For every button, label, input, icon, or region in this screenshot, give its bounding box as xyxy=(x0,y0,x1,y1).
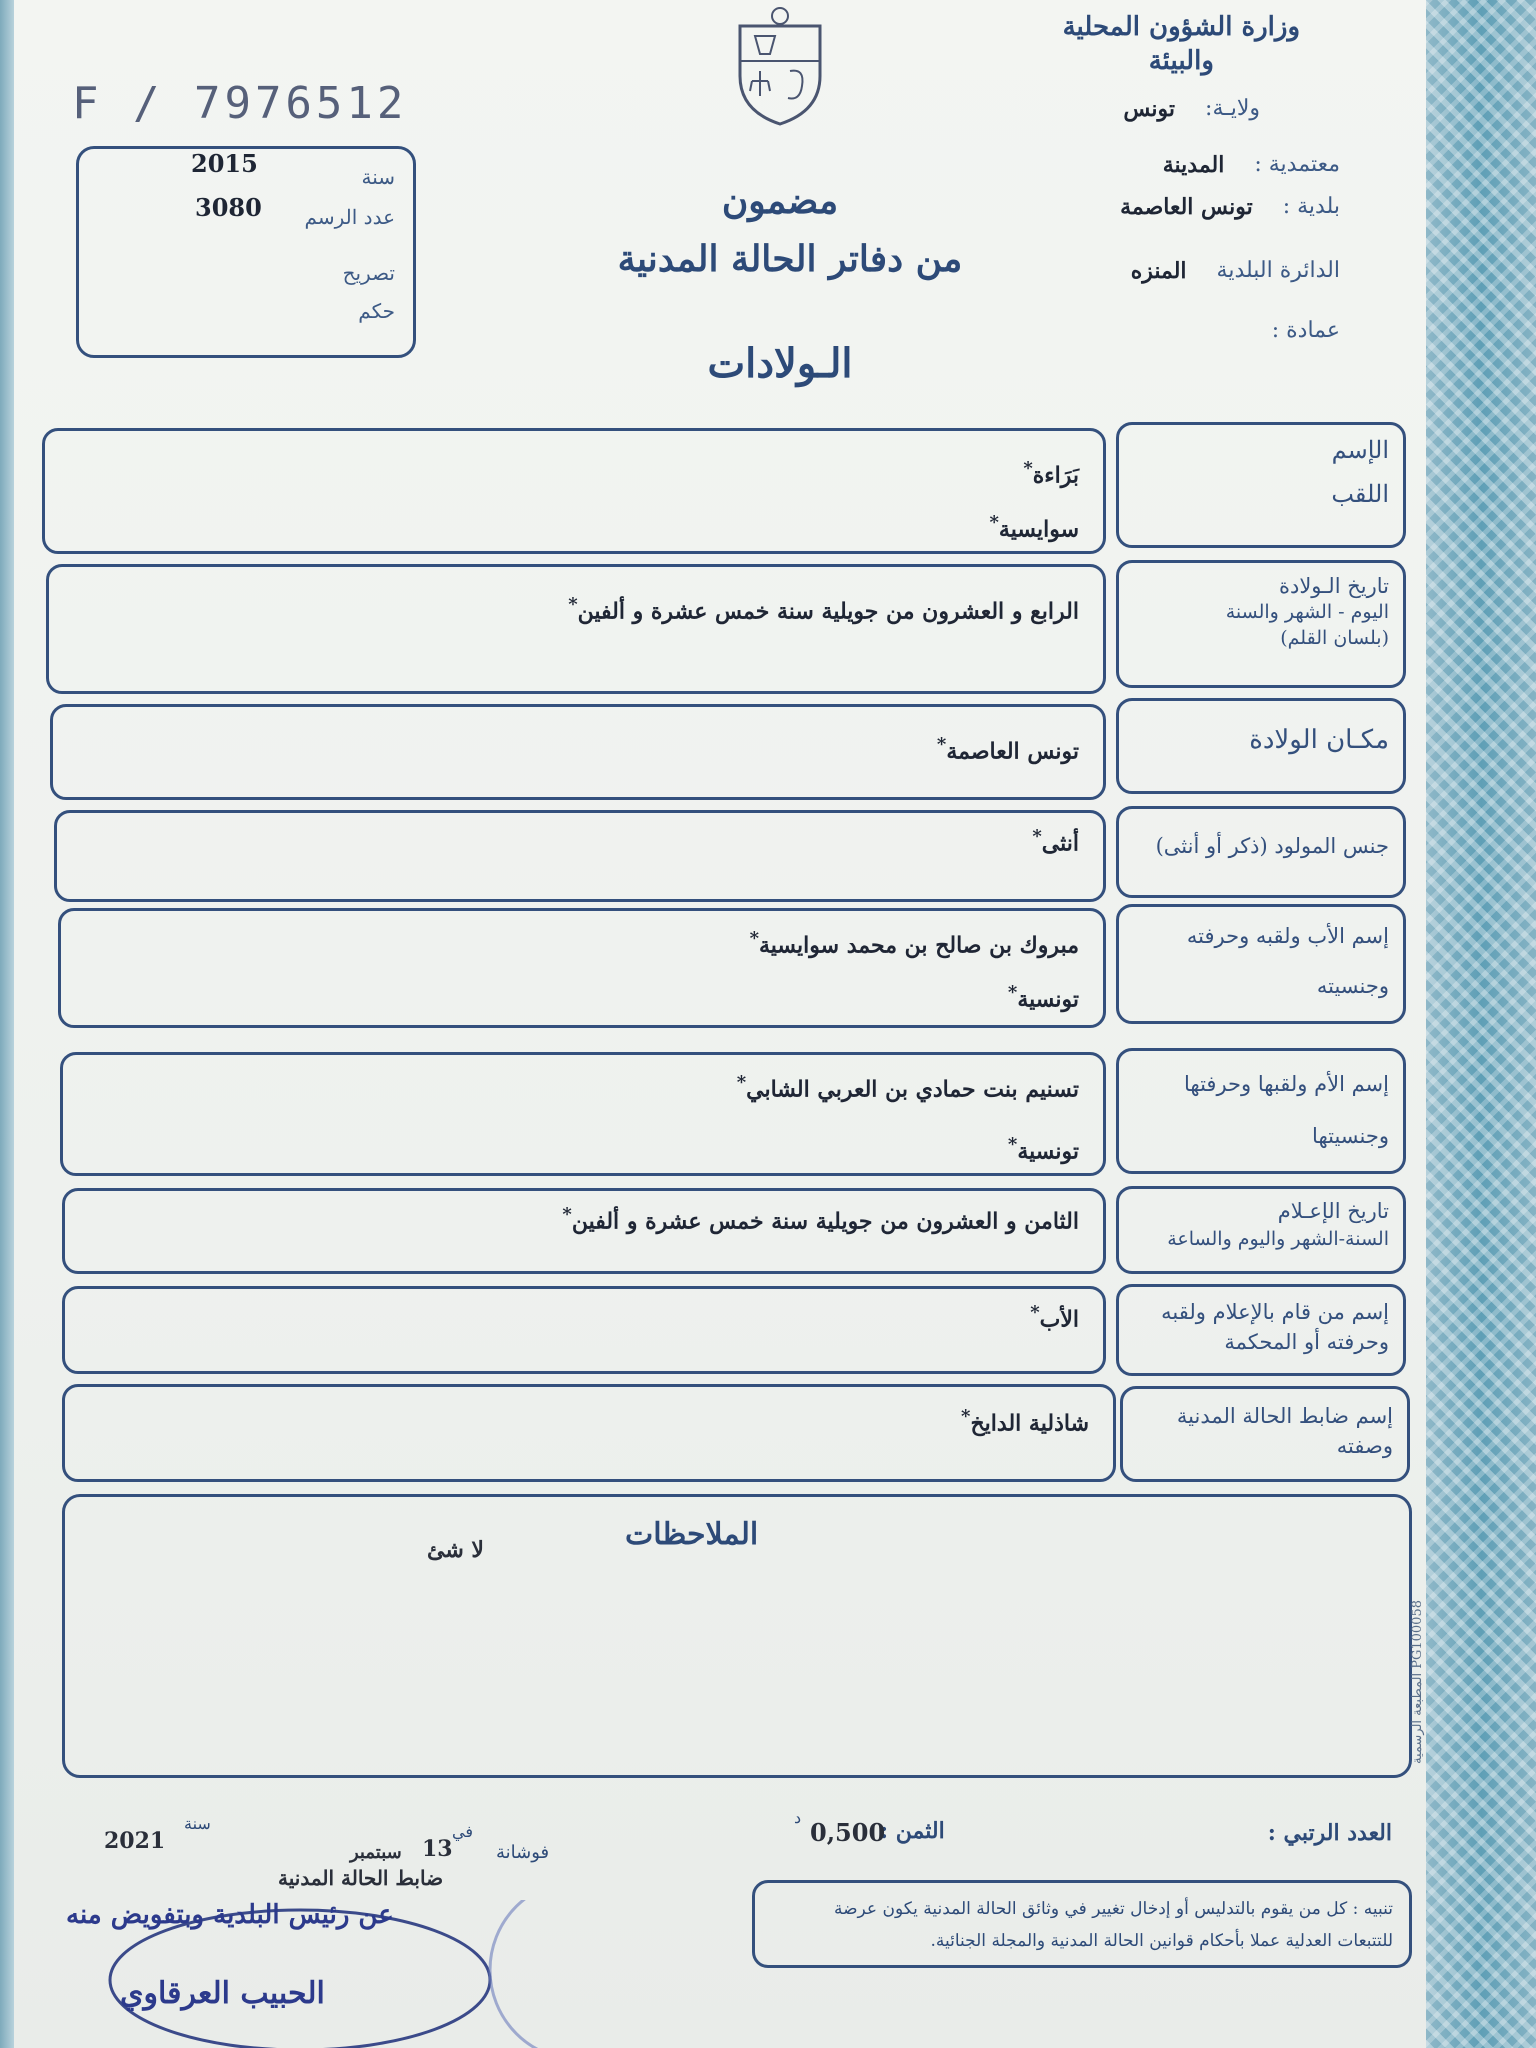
father-label: إسم الأب ولقبه وحرفته xyxy=(1186,924,1389,948)
governorate-value: تونس xyxy=(1123,96,1176,122)
declarant-sublabel: وحرفته أو المحكمة xyxy=(1224,1330,1389,1354)
first-name-label: الإسم xyxy=(1331,436,1389,464)
district-value: المنزه xyxy=(1130,258,1187,284)
birth-place-label-cell xyxy=(1116,698,1406,794)
birth-place-value: تونس العاصمة xyxy=(946,738,1079,765)
declarant-value: الأب xyxy=(1039,1306,1079,1333)
mother-value-cell: تسنيم بنت حمادي بن العربي الشابي* تونسية* xyxy=(60,1052,1106,1176)
issue-day: 13 xyxy=(422,1836,453,1862)
serial-number: F / 7976512 xyxy=(72,78,408,129)
father-value-cell: مبروك بن صالح بن محمد سوايسية* تونسية* xyxy=(58,908,1106,1028)
price-unit: د xyxy=(794,1808,802,1827)
birth-date-label-cell xyxy=(1116,560,1406,688)
ministry-heading xyxy=(1063,10,1300,78)
imada-label: عمادة : xyxy=(1271,318,1340,343)
declarant-label-cell xyxy=(1116,1284,1406,1376)
district-label: الدائرة البلدية xyxy=(1216,258,1340,283)
municipality-value: تونس العاصمة xyxy=(1120,194,1253,220)
declaration-date-value: الثامن و العشرون من جويلية سنة خمس عشرة و ألفين xyxy=(571,1208,1079,1235)
sex-label: جنس المولود (ذكر أو أنثى) xyxy=(1155,834,1389,858)
decorative-border-left xyxy=(0,0,14,2048)
officer-value: شاذلية الدايخ xyxy=(970,1410,1089,1437)
declaration-date-label: تاريخ الإعـلام xyxy=(1277,1199,1389,1223)
issue-year: 2021 xyxy=(104,1828,166,1854)
name-value-cell: بَرَاءة* سوايسية* xyxy=(42,428,1106,554)
birth-date-in-words-label: (بلسان القلم) xyxy=(1280,627,1389,649)
title-births: الـولادات xyxy=(707,340,853,387)
notes-title: الملاحظات xyxy=(625,1517,759,1552)
sex-value-cell: أنثى* xyxy=(54,810,1106,902)
sex-label-cell xyxy=(1116,806,1406,898)
delegation-line xyxy=(1163,152,1340,178)
governorate-line xyxy=(1123,96,1260,122)
stamp-text-delegation: عن رئيس البلدية وبتفويض منه xyxy=(66,1900,394,1930)
declaration-date-value-cell: الثامن و العشرون من جويلية سنة خمس عشرة و ألفين* xyxy=(62,1188,1106,1274)
declarant-value-cell: الأب* xyxy=(62,1286,1106,1374)
warning-line2: للتتبعات العدلية عملا بأحكام قوانين الحالة المدنية والمجلة الجنائية. xyxy=(930,1931,1393,1951)
mother-nationality-value: تونسية xyxy=(1017,1138,1079,1165)
register-number-label: عدد الرسم xyxy=(304,205,395,229)
delegation-label: معتمدية : xyxy=(1254,152,1340,177)
officer-label: إسم ضابط الحالة المدنية xyxy=(1176,1404,1393,1428)
father-nationality-value: تونسية xyxy=(1017,986,1079,1013)
sex-value: أنثى xyxy=(1041,830,1079,857)
warning-box xyxy=(752,1880,1412,1968)
issue-year-label: سنة xyxy=(184,1814,211,1833)
imada-line xyxy=(1272,318,1340,343)
father-label-cell xyxy=(1116,904,1406,1024)
officer-label-cell xyxy=(1120,1386,1410,1482)
price-label: الثمن : xyxy=(880,1818,945,1844)
mother-label: إسم الأم ولقبها وحرفتها xyxy=(1184,1072,1389,1096)
tunisia-coat-of-arms-icon xyxy=(730,6,830,126)
delegation-value: المدينة xyxy=(1162,152,1225,178)
register-box xyxy=(76,146,416,358)
warning-line1: تنبيه : كل من يقوم بالتدليس أو إدخال تغيير في وثائق الحالة المدنية يكون عرضة xyxy=(834,1899,1393,1919)
title-civil-registry: من دفاتر الحالة المدنية xyxy=(617,238,963,280)
ordinal-number-label: العدد الرتبي : xyxy=(1267,1820,1392,1846)
printer-mark: المطبعة الرسمية PG100058 xyxy=(1410,1600,1425,1764)
officer-value-cell: شاذلية الدايخ* xyxy=(62,1384,1116,1482)
notes-value: لا شئ xyxy=(427,1537,484,1563)
mother-label-cell xyxy=(1116,1048,1406,1174)
birth-date-sublabel: اليوم - الشهر والسنة xyxy=(1225,601,1389,623)
mother-nationality-label: وجنسيتها xyxy=(1312,1124,1389,1148)
birth-place-value-cell: تونس العاصمة* xyxy=(50,704,1106,800)
place-of-issue: فوشانة xyxy=(496,1842,550,1863)
stamp-text-name: الحبيب العرقاوي xyxy=(120,1976,325,2011)
birth-place-label: مكـان الولادة xyxy=(1249,725,1389,755)
notes-box xyxy=(62,1494,1412,1778)
ministry-line2: والبيئة xyxy=(1148,46,1214,76)
municipality-line xyxy=(1120,194,1340,220)
declaration-date-sublabel: السنة-الشهر واليوم والساعة xyxy=(1167,1228,1389,1250)
register-year-value: 2015 xyxy=(191,149,258,178)
title-content: مضمون xyxy=(721,180,839,222)
officer-sublabel: وصفته xyxy=(1336,1434,1393,1458)
day-prefix: في xyxy=(452,1822,473,1841)
declarant-label: إسم من قام بالإعلام ولقبه xyxy=(1161,1300,1389,1324)
father-nationality-label: وجنسيته xyxy=(1316,974,1389,998)
judgment-label: حكم xyxy=(358,299,395,323)
ministry-line1: وزارة الشؤون المحلية xyxy=(1062,12,1300,42)
father-name-value: مبروك بن صالح بن محمد سوايسية xyxy=(759,932,1079,959)
issue-month: سبتمبر xyxy=(350,1842,402,1863)
birth-date-value: الرابع و العشرون من جويلية سنة خمس عشرة و ألفين xyxy=(577,598,1079,625)
surname-label: اللقب xyxy=(1331,480,1389,508)
first-name-value: بَرَاءة xyxy=(1032,462,1079,489)
register-year-label: سنة xyxy=(361,165,395,189)
birth-date-value-cell: الرابع و العشرون من جويلية سنة خمس عشرة و ألفين* xyxy=(46,564,1106,694)
price-value: 0,500 xyxy=(810,1818,886,1847)
declaration-date-label-cell xyxy=(1116,1186,1406,1274)
surname-value: سوايسية xyxy=(998,516,1079,543)
district-line xyxy=(1131,258,1340,284)
governorate-label: ولايـة: xyxy=(1205,96,1260,121)
birth-date-label: تاريخ الـولادة xyxy=(1278,574,1389,598)
register-number-value: 3080 xyxy=(195,193,262,222)
mother-name-value: تسنيم بنت حمادي بن العربي الشابي xyxy=(746,1076,1079,1103)
declaration-label: تصريح xyxy=(342,261,395,285)
decorative-border-right xyxy=(1426,0,1536,2048)
municipality-label: بلدية : xyxy=(1282,194,1340,219)
officer-caption: ضابط الحالة المدنية xyxy=(278,1866,444,1890)
name-label-cell xyxy=(1116,422,1406,548)
